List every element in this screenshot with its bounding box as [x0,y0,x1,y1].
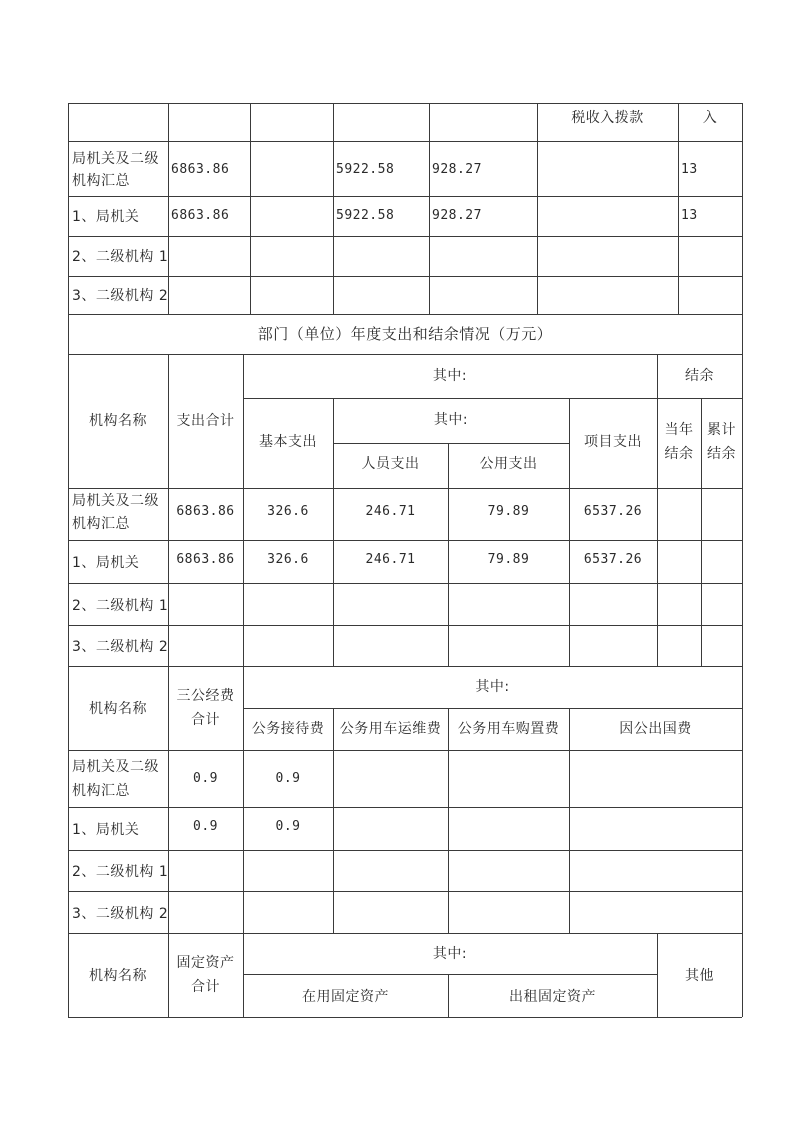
header-cell: 累计 [707,422,736,438]
value-cell: 13 [681,162,698,177]
row-label: 3、二级机构 2 [72,906,169,922]
value-cell: 0.9 [275,771,301,786]
row-label: 3、二级机构 2 [72,639,169,655]
rule [68,666,742,667]
row-label: 局机关及二级 [72,151,159,167]
header-cell: 三公经费 [176,688,235,704]
header-cell: 机构名称 [89,701,147,717]
header-cell: 其中: [475,679,510,695]
row-label: 3、二级机构 2 [72,288,169,304]
value-cell: 0.9 [275,819,301,834]
rule [537,103,538,314]
rule [333,443,569,444]
header-cell: 其中: [432,946,468,962]
header-cell: 机构名称 [89,968,147,984]
rule [243,708,742,709]
rule [168,666,169,933]
rule [68,1017,742,1018]
value-cell: 6863.86 [171,162,230,177]
row-label: 2、二级机构 1 [72,598,169,614]
rule [68,354,742,355]
rule [68,583,742,584]
value-cell: 13 [681,208,698,223]
value-cell: 79.89 [487,504,530,519]
rule [68,103,69,1017]
rule [68,750,742,751]
rule [68,276,742,277]
header-cell: 结余 [664,446,694,462]
rule [68,540,742,541]
header-cell: 税收入拨款 [571,110,644,126]
rule [243,666,244,933]
rule [68,933,742,934]
value-cell: 6537.26 [583,552,643,567]
value-cell: 79.89 [487,552,530,567]
rule [243,974,657,975]
rule [429,103,430,314]
value-cell: 5922.58 [336,208,395,223]
rule [68,236,742,237]
rule [168,103,169,314]
rule [68,850,742,851]
header-cell: 基本支出 [259,434,317,450]
row-label: 2、二级机构 1 [72,864,169,880]
header-cell: 结余 [685,368,714,384]
row-label: 局机关及二级 [72,493,159,509]
header-cell: 人员支出 [361,456,420,472]
rule [68,103,742,104]
header-cell: 支出合计 [176,413,235,429]
value-cell: 326.6 [267,552,309,567]
rule [68,625,742,626]
header-cell: 固定资产 [176,955,235,971]
row-label: 2、二级机构 1 [72,249,169,265]
rule [68,141,742,142]
rule [68,807,742,808]
header-cell: 结余 [707,446,736,462]
rule [68,891,742,892]
header-cell: 在用固定资产 [302,989,389,1005]
rule [68,196,742,197]
rule [569,708,570,933]
value-cell: 928.27 [432,208,482,223]
rule [68,314,742,315]
rule [250,103,251,314]
row-label: 1、局机关 [72,555,140,571]
row-label: 1、局机关 [72,822,140,838]
rule [333,708,334,933]
rule [678,103,679,314]
value-cell: 5922.58 [336,162,395,177]
value-cell: 246.71 [365,504,416,519]
rule [657,354,658,666]
header-cell: 公务用车运维费 [339,721,442,737]
rule [742,103,743,1017]
header-cell: 其他 [685,968,714,984]
value-cell: 326.6 [267,504,309,519]
header-cell: 其中: [432,368,468,384]
header-cell: 合计 [191,712,220,728]
rule [333,103,334,314]
row-label: 机构汇总 [72,173,130,189]
value-cell: 0.9 [193,819,218,834]
row-label: 机构汇总 [72,783,130,799]
row-label: 局机关及二级 [72,759,159,775]
value-cell: 6537.26 [583,504,643,519]
row-label: 1、局机关 [72,209,140,225]
header-cell: 公务用车购置费 [457,721,560,737]
header-cell: 因公出国费 [619,721,692,737]
header-cell: 合计 [191,979,220,995]
header-cell: 公务接待费 [251,721,325,737]
section-title: 部门（单位）年度支出和结余情况（万元） [257,325,553,343]
rule [333,398,334,666]
header-cell: 出租固定资产 [509,989,596,1005]
rule [243,398,742,399]
header-cell: 当年 [664,422,694,438]
header-cell: 入 [702,110,718,126]
value-cell: 0.9 [193,771,218,786]
rule [168,933,169,1017]
value-cell: 6863.86 [171,208,230,223]
header-cell: 公用支出 [479,456,538,472]
header-cell: 其中: [433,412,469,428]
value-cell: 928.27 [432,162,482,177]
row-label: 机构汇总 [72,516,130,532]
header-cell: 项目支出 [584,434,642,450]
value-cell: 6863.86 [176,504,235,519]
header-cell: 机构名称 [89,413,147,429]
rule [68,488,742,489]
value-cell: 246.71 [365,552,416,567]
value-cell: 6863.86 [176,552,235,567]
rule [448,708,449,933]
